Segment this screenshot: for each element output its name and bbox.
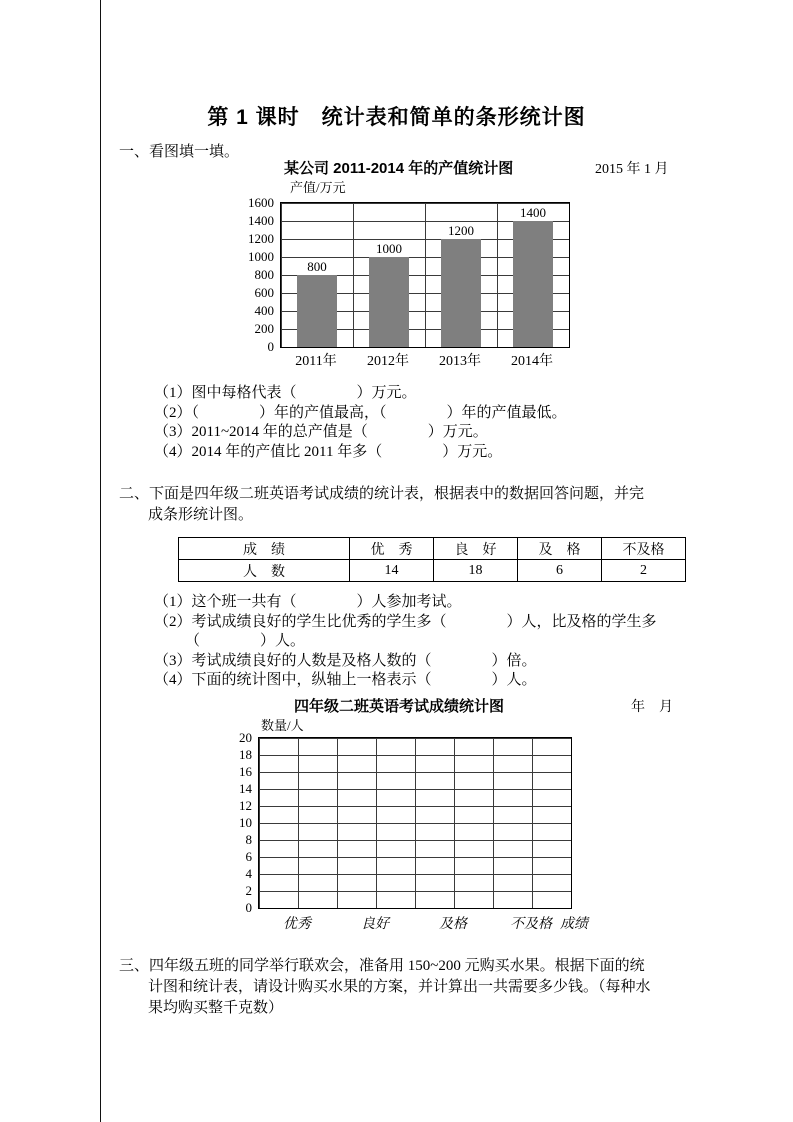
y-axis-tick-label: 14 [239, 781, 252, 796]
question-line: （2）考试成绩良好的学生比优秀的学生多（ ）人，比及格的学生多 [154, 613, 657, 630]
chart1-plot-area [280, 202, 570, 348]
table-cell-count-pass: 6 [518, 560, 602, 582]
question-line: （3）2011~2014 年的总产值是（ ）万元。 [154, 424, 488, 440]
y-axis-tick-label: 600 [254, 285, 274, 300]
page-left-border-line [100, 0, 101, 1122]
chart1-x-label-2014: 2014年 [511, 354, 553, 369]
table-cell-excellent: 优 秀 [350, 538, 434, 560]
question-line: （4）2014 年的产值比 2011 年多（ ）万元。 [154, 443, 503, 460]
question-line: （1）图中每格代表（ ）万元。 [154, 385, 417, 401]
table-cell-score-label: 成 绩 [179, 538, 350, 560]
chart2-x-axis-labels [258, 913, 618, 933]
chart1-title: 某公司 2011-2014 年的产值统计图 [284, 160, 514, 177]
y-axis-tick-label: 800 [254, 267, 274, 282]
section2-heading-line2: 成条形统计图。 [148, 507, 254, 523]
table-cell-fail: 不及格 [602, 538, 686, 560]
section1-questions [154, 384, 567, 462]
chart2-x-axis-title: 成绩 [560, 917, 588, 932]
chart1-x-label-2012: 2012年 [367, 354, 409, 369]
bar-2014年 [513, 221, 553, 347]
chart2-y-axis-label: 数量/人 [261, 718, 304, 733]
chart1-x-axis-labels [280, 350, 580, 370]
chart2-x-label-pass: 及格 [439, 917, 467, 932]
question-line: （4）下面的统计图中，纵轴上一格表示（ ）人。 [154, 672, 537, 688]
table-cell-good: 良 好 [434, 538, 518, 560]
y-axis-tick-label: 12 [239, 798, 252, 813]
chart1-date-note: 2015 年 1 月 [595, 162, 669, 177]
table-cell-pass: 及 格 [518, 538, 602, 560]
bar-value-label: 1200 [448, 223, 474, 238]
section3-line3: 果均购买整千克数） [148, 1000, 284, 1016]
section1-heading: 一、看图填一填。 [119, 144, 240, 160]
y-axis-tick-label: 18 [239, 747, 252, 762]
y-axis-tick-label: 1000 [248, 249, 274, 264]
y-axis-tick-label: 1200 [248, 231, 274, 246]
score-table [178, 537, 686, 582]
table-value-row [179, 560, 686, 582]
question-line: （3）考试成绩良好的人数是及格人数的（ ）倍。 [154, 652, 537, 669]
chart2-x-label-fail: 不及格 [510, 917, 552, 932]
bar-2011年 [297, 275, 337, 347]
chart2-date-note: 年 月 [631, 700, 673, 715]
table-cell-count-label: 人 数 [179, 560, 350, 582]
y-axis-tick-label: 20 [239, 730, 252, 745]
y-axis-tick-label: 16 [239, 764, 252, 779]
y-axis-tick-label: 400 [254, 303, 274, 318]
y-axis-tick-label: 0 [245, 900, 252, 915]
question-line-wrap: （ ）人。 [185, 633, 306, 649]
page-title: 第 1 课时 统计表和简单的条形统计图 [207, 106, 586, 129]
section3-line1: 三、四年级五班的同学举行联欢会，准备用 150~200 元购买水果。根据下面的统 [119, 958, 645, 974]
chart2-plot-area [258, 737, 572, 909]
y-axis-tick-label: 8 [245, 832, 252, 847]
y-axis-tick-label: 0 [267, 339, 274, 354]
chart2-x-label-good: 良好 [361, 917, 389, 932]
y-axis-tick-label: 200 [254, 321, 274, 336]
y-axis-tick-label: 1600 [248, 195, 274, 210]
chart1-x-label-2013: 2013年 [439, 354, 481, 369]
table-header-row [179, 538, 686, 560]
table-cell-count-fail: 2 [602, 560, 686, 582]
section3-line2: 计图和统计表，请设计购买水果的方案，并计算出一共需要多少钱。（每种水 [148, 979, 651, 995]
bar-value-label: 1000 [376, 241, 402, 256]
y-axis-tick-label: 4 [245, 866, 252, 881]
chart2-x-label-excellent: 优秀 [283, 917, 311, 932]
y-axis-tick-label: 2 [245, 883, 252, 898]
chart2-title: 四年级二班英语考试成绩统计图 [294, 698, 505, 715]
bar-value-label: 800 [307, 259, 327, 274]
section2-heading-line1: 二、下面是四年级二班英语考试成绩的统计表，根据表中的数据回答问题，并完 [119, 486, 645, 502]
bar-2012年 [369, 257, 409, 347]
y-axis-tick-label: 10 [239, 815, 252, 830]
table-cell-count-excellent: 14 [350, 560, 434, 582]
chart1-y-axis-label: 产值/万元 [290, 180, 346, 195]
bar-2013年 [441, 239, 481, 347]
section2-questions [154, 593, 657, 691]
chart2-y-axis-ticks [206, 730, 252, 915]
bar-value-label: 1400 [520, 205, 546, 220]
question-line: （1）这个班一共有（ ）人参加考试。 [154, 594, 462, 610]
y-axis-tick-label: 6 [245, 849, 252, 864]
table-cell-count-good: 18 [434, 560, 518, 582]
y-axis-tick-label: 1400 [248, 213, 274, 228]
question-line: （2）（ ）年的产值最高，（ ）年的产值最低。 [154, 404, 567, 421]
chart1-x-label-2011: 2011年 [295, 354, 337, 369]
chart1-y-axis-ticks [228, 195, 274, 354]
